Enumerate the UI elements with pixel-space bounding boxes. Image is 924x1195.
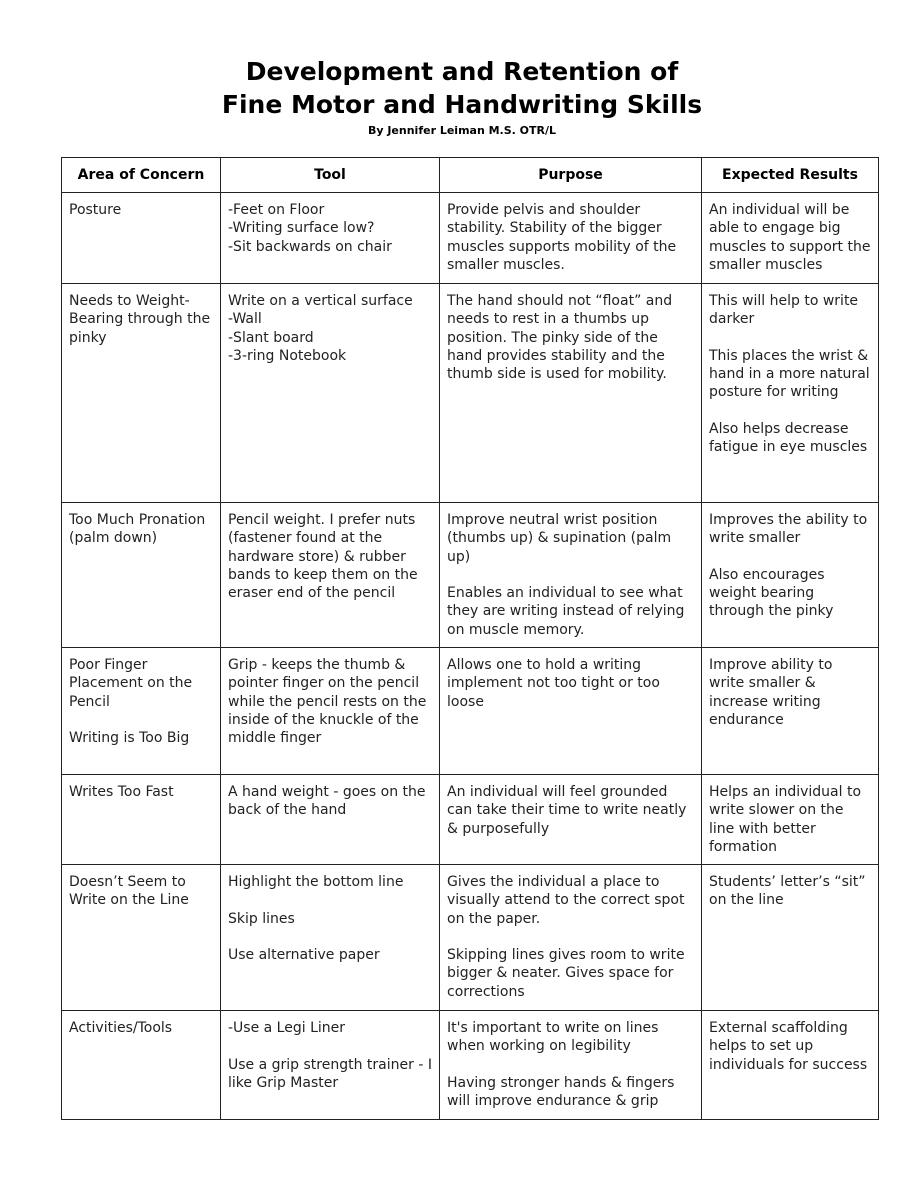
purpose-text: Allows one to hold a writing implement not too tight or too loose	[447, 657, 660, 710]
purpose-text: Improve neutral wrist position (thumbs up) & supination (palm up) Enables an individual to see what they are writing instead of relying on muscle memory.	[447, 512, 685, 638]
table-row	[62, 648, 879, 775]
area-text: Activities/Tools	[69, 1020, 173, 1036]
area-text: Writes Too Fast	[69, 784, 174, 800]
purpose-text: Provide pelvis and shoulder stability. Stability of the bigger muscles supports mobility of the smaller muscles.	[447, 202, 677, 273]
tool-text: Pencil weight. I prefer nuts (fastener found at the hardware store) & rubber bands to keep them on the eraser end of the pencil	[228, 512, 418, 602]
purpose-text: It's important to write on lines when working on legibility Having stronger hands & fingers will improve endurance & grip	[447, 1020, 675, 1110]
area-cell	[62, 775, 221, 865]
area-text: Too Much Pronation (palm down)	[69, 512, 206, 547]
table-row	[62, 1011, 879, 1120]
column-header-area: Area of Concern	[62, 158, 221, 193]
results-text: An individual will be able to engage big muscles to support the smaller muscles	[709, 202, 871, 273]
purpose-cell	[440, 503, 702, 648]
area-cell	[62, 284, 221, 503]
purpose-cell	[440, 865, 702, 1011]
results-cell	[702, 284, 879, 503]
document-title	[0, 55, 924, 121]
tool-text: -Use a Legi Liner Use a grip strength trainer - I like Grip Master	[228, 1020, 432, 1091]
title-line-1: Development and Retention of	[245, 57, 679, 86]
results-text: Improves the ability to write smaller Also encourages weight bearing through the pinky	[709, 512, 868, 620]
area-text: Needs to Weight-Bearing through the pinky	[69, 293, 211, 346]
tool-cell	[221, 193, 440, 284]
area-cell	[62, 648, 221, 775]
purpose-cell	[440, 1011, 702, 1120]
table-header-row	[62, 158, 879, 193]
purpose-cell	[440, 775, 702, 865]
column-header-tool: Tool	[221, 158, 440, 193]
tool-text: Write on a vertical surface -Wall -Slant board -3-ring Notebook	[228, 293, 413, 364]
tool-cell	[221, 775, 440, 865]
results-cell	[702, 648, 879, 775]
title-line-2: Fine Motor and Handwriting Skills	[221, 90, 703, 119]
area-text: Poor Finger Placement on the Pencil Writing is Too Big	[69, 657, 193, 747]
column-header-results: Expected Results	[702, 158, 879, 193]
tool-cell	[221, 503, 440, 648]
table-row	[62, 503, 879, 648]
results-cell	[702, 193, 879, 284]
results-cell	[702, 503, 879, 648]
area-cell	[62, 193, 221, 284]
tool-text: Grip - keeps the thumb & pointer finger on the pencil while the pencil rests on the inside of the knuckle of the middle finger	[228, 657, 427, 747]
results-text: External scaffolding helps to set up individuals for success	[709, 1020, 868, 1073]
results-cell	[702, 775, 879, 865]
results-text: Helps an individual to write slower on the line with better formation	[709, 784, 862, 855]
purpose-text: The hand should not “float” and needs to rest in a thumbs up position. The pinky side of the hand provides stability and the thumb side is used for mobility.	[447, 293, 673, 383]
author-byline: By Jennifer Leiman M.S. OTR/L	[367, 124, 557, 137]
purpose-text: Gives the individual a place to visually attend to the correct spot on the paper. Skipping lines gives room to write bigger & neater. Gives space for corrections	[447, 874, 685, 1000]
area-text: Doesn’t Seem to Write on the Line	[69, 874, 189, 909]
results-text: Improve ability to write smaller & increase writing endurance	[709, 657, 833, 728]
table-row	[62, 193, 879, 284]
tool-text: -Feet on Floor -Writing surface low? -Sit backwards on chair	[228, 202, 392, 255]
results-cell	[702, 1011, 879, 1120]
purpose-text: An individual will feel grounded can take their time to write neatly & purposefully	[447, 784, 687, 837]
area-cell	[62, 1011, 221, 1120]
tool-cell	[221, 865, 440, 1011]
purpose-cell	[440, 193, 702, 284]
column-header-purpose: Purpose	[440, 158, 702, 193]
table-row	[62, 865, 879, 1011]
tool-text: A hand weight - goes on the back of the hand	[228, 784, 426, 819]
results-cell	[702, 865, 879, 1011]
area-cell	[62, 503, 221, 648]
tool-cell	[221, 648, 440, 775]
tool-text: Highlight the bottom line Skip lines Use alternative paper	[228, 874, 404, 964]
table-row	[62, 284, 879, 503]
purpose-cell	[440, 648, 702, 775]
skills-table	[61, 157, 879, 1120]
tool-cell	[221, 284, 440, 503]
purpose-cell	[440, 284, 702, 503]
results-text: This will help to write darker This places the wrist & hand in a more natural posture for writing Also helps decrease fatigue in eye muscles	[709, 293, 870, 456]
area-cell	[62, 865, 221, 1011]
tool-cell	[221, 1011, 440, 1120]
table-row	[62, 775, 879, 865]
area-text: Posture	[69, 202, 122, 218]
results-text: Students’ letter’s “sit” on the line	[709, 874, 866, 909]
